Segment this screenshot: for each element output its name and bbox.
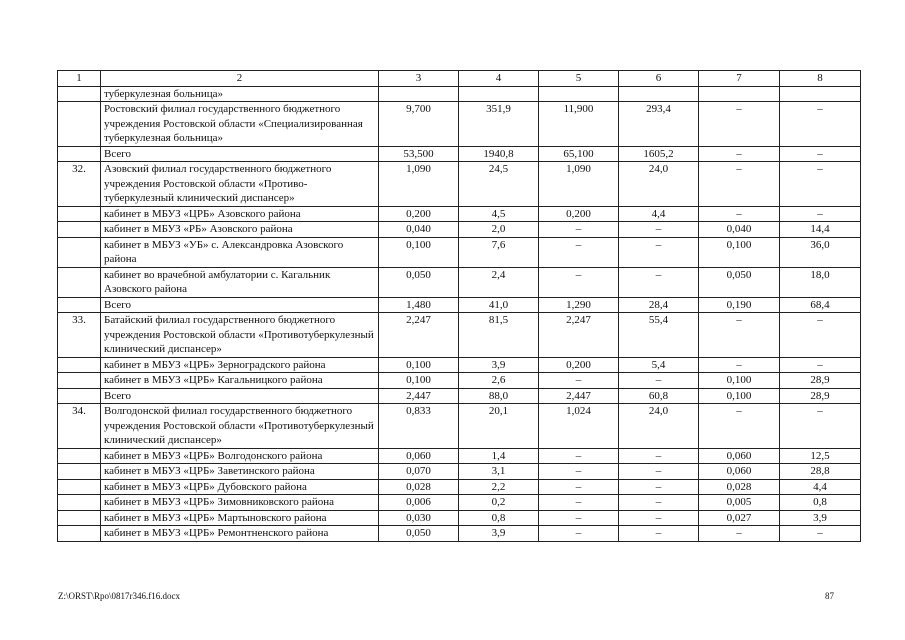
value-cell: 11,900 — [539, 102, 619, 147]
value-cell: – — [780, 404, 861, 449]
table-row — [58, 162, 861, 207]
value-cell: – — [539, 495, 619, 511]
value-cell: 0,8 — [459, 510, 539, 526]
value-cell: 0,100 — [699, 373, 780, 389]
row-number-cell — [58, 237, 101, 267]
row-number-cell — [58, 357, 101, 373]
value-cell: 7,6 — [459, 237, 539, 267]
table-row — [58, 297, 861, 313]
value-cell: – — [699, 162, 780, 207]
value-cell: 1,090 — [539, 162, 619, 207]
value-cell: 0,005 — [699, 495, 780, 511]
row-number-cell — [58, 464, 101, 480]
value-cell: 0,100 — [379, 357, 459, 373]
row-name-cell: кабинет в МБУЗ «ЦРБ» Волгодонского района — [101, 448, 379, 464]
value-cell: 0,027 — [699, 510, 780, 526]
row-name-cell: кабинет в МБУЗ «ЦРБ» Ремонтненского района — [101, 526, 379, 542]
value-cell: – — [699, 313, 780, 358]
table-row — [58, 526, 861, 542]
value-cell: – — [619, 267, 699, 297]
value-cell: 2,2 — [459, 479, 539, 495]
row-name-cell: Всего — [101, 146, 379, 162]
value-cell: – — [539, 448, 619, 464]
table-row — [58, 267, 861, 297]
value-cell: – — [619, 495, 699, 511]
table-row — [58, 86, 861, 102]
row-number-cell: 33. — [58, 313, 101, 358]
value-cell — [459, 86, 539, 102]
value-cell: 0,040 — [699, 222, 780, 238]
table-header-row — [58, 71, 861, 87]
row-name-cell: туберкулезная больница» — [101, 86, 379, 102]
value-cell: – — [539, 222, 619, 238]
value-cell: 0,006 — [379, 495, 459, 511]
value-cell — [619, 86, 699, 102]
row-name-cell: Всего — [101, 297, 379, 313]
value-cell: 55,4 — [619, 313, 699, 358]
value-cell: – — [539, 237, 619, 267]
value-cell: 18,0 — [780, 267, 861, 297]
value-cell: 1,024 — [539, 404, 619, 449]
value-cell: 3,9 — [780, 510, 861, 526]
row-number-cell: 32. — [58, 162, 101, 207]
value-cell: 0,2 — [459, 495, 539, 511]
value-cell: 60,8 — [619, 388, 699, 404]
row-number-cell — [58, 448, 101, 464]
value-cell: 0,060 — [379, 448, 459, 464]
value-cell: 0,030 — [379, 510, 459, 526]
table-row — [58, 479, 861, 495]
value-cell: 2,447 — [379, 388, 459, 404]
value-cell: – — [539, 464, 619, 480]
value-cell — [539, 86, 619, 102]
value-cell: 2,4 — [459, 267, 539, 297]
value-cell: 28,4 — [619, 297, 699, 313]
value-cell: – — [780, 526, 861, 542]
row-name-cell: Батайский филиал государственного бюджетного учреждения Ростовской области «Противотуберкулезный клинический диспансер» — [101, 313, 379, 358]
value-cell: 0,100 — [379, 373, 459, 389]
value-cell: 28,8 — [780, 464, 861, 480]
value-cell: 24,5 — [459, 162, 539, 207]
value-cell: 81,5 — [459, 313, 539, 358]
row-name-cell: кабинет в МБУЗ «ЦРБ» Азовского района — [101, 206, 379, 222]
value-cell: 0,060 — [699, 464, 780, 480]
header-cell: 2 — [101, 71, 379, 87]
value-cell: 65,100 — [539, 146, 619, 162]
value-cell: 0,050 — [699, 267, 780, 297]
value-cell: 2,247 — [539, 313, 619, 358]
row-number-cell: 34. — [58, 404, 101, 449]
header-cell: 6 — [619, 71, 699, 87]
value-cell: 0,100 — [699, 388, 780, 404]
header-cell: 1 — [58, 71, 101, 87]
value-cell: 68,4 — [780, 297, 861, 313]
value-cell: 0,028 — [379, 479, 459, 495]
table-row — [58, 222, 861, 238]
row-name-cell: кабинет в МБУЗ «УБ» с. Александровка Азовского района — [101, 237, 379, 267]
value-cell: 0,200 — [539, 206, 619, 222]
value-cell: 14,4 — [780, 222, 861, 238]
value-cell: 1940,8 — [459, 146, 539, 162]
value-cell: 1605,2 — [619, 146, 699, 162]
value-cell: 293,4 — [619, 102, 699, 147]
header-cell: 3 — [379, 71, 459, 87]
table-row — [58, 146, 861, 162]
value-cell: – — [699, 102, 780, 147]
row-name-cell: кабинет во врачебной амбулатории с. Кагальник Азовского района — [101, 267, 379, 297]
value-cell: 0,028 — [699, 479, 780, 495]
row-number-cell — [58, 510, 101, 526]
value-cell: 4,4 — [619, 206, 699, 222]
value-cell: 4,5 — [459, 206, 539, 222]
value-cell: 2,6 — [459, 373, 539, 389]
row-number-cell — [58, 146, 101, 162]
header-cell: 8 — [780, 71, 861, 87]
value-cell: – — [780, 313, 861, 358]
value-cell: – — [539, 373, 619, 389]
value-cell: 1,290 — [539, 297, 619, 313]
value-cell: – — [619, 464, 699, 480]
value-cell: 1,090 — [379, 162, 459, 207]
table-row — [58, 510, 861, 526]
value-cell: 0,200 — [539, 357, 619, 373]
value-cell — [780, 86, 861, 102]
value-cell: – — [619, 373, 699, 389]
value-cell: 9,700 — [379, 102, 459, 147]
row-name-cell: кабинет в МБУЗ «ЦРБ» Зерноградского района — [101, 357, 379, 373]
table-row — [58, 206, 861, 222]
header-cell: 7 — [699, 71, 780, 87]
value-cell: – — [780, 102, 861, 147]
value-cell: 3,1 — [459, 464, 539, 480]
value-cell: 1,480 — [379, 297, 459, 313]
value-cell: 0,050 — [379, 526, 459, 542]
row-number-cell — [58, 86, 101, 102]
table-row — [58, 404, 861, 449]
value-cell: 24,0 — [619, 404, 699, 449]
value-cell: – — [539, 479, 619, 495]
value-cell: – — [780, 206, 861, 222]
value-cell: – — [780, 162, 861, 207]
row-name-cell: Азовский филиал государственного бюджетного учреждения Ростовской области «Противо-туберкулезный клинический диспансер» — [101, 162, 379, 207]
header-cell: 5 — [539, 71, 619, 87]
header-cell: 4 — [459, 71, 539, 87]
value-cell — [699, 86, 780, 102]
value-cell — [379, 86, 459, 102]
row-number-cell — [58, 526, 101, 542]
value-cell: 1,4 — [459, 448, 539, 464]
row-number-cell — [58, 297, 101, 313]
value-cell: 2,0 — [459, 222, 539, 238]
table-row — [58, 102, 861, 147]
row-name-cell: кабинет в МБУЗ «ЦРБ» Зимовниковского района — [101, 495, 379, 511]
value-cell: 12,5 — [780, 448, 861, 464]
value-cell: 88,0 — [459, 388, 539, 404]
value-cell: 2,247 — [379, 313, 459, 358]
row-number-cell — [58, 388, 101, 404]
row-name-cell: Волгодонской филиал государственного бюджетного учреждения Ростовской области «Противотуберкулезный клинический диспансер» — [101, 404, 379, 449]
table-row — [58, 357, 861, 373]
row-number-cell — [58, 222, 101, 238]
value-cell: 24,0 — [619, 162, 699, 207]
value-cell: – — [539, 526, 619, 542]
value-cell: 36,0 — [780, 237, 861, 267]
table-row — [58, 313, 861, 358]
table-row — [58, 373, 861, 389]
value-cell: – — [619, 237, 699, 267]
table-row — [58, 237, 861, 267]
table-row — [58, 495, 861, 511]
row-name-cell: кабинет в МБУЗ «ЦРБ» Кагальницкого района — [101, 373, 379, 389]
value-cell: 41,0 — [459, 297, 539, 313]
row-name-cell: кабинет в МБУЗ «ЦРБ» Дубовского района — [101, 479, 379, 495]
value-cell: 0,100 — [699, 237, 780, 267]
row-number-cell — [58, 267, 101, 297]
value-cell: 4,4 — [780, 479, 861, 495]
value-cell: – — [619, 526, 699, 542]
row-name-cell: кабинет в МБУЗ «ЦРБ» Мартыновского района — [101, 510, 379, 526]
footer-file-path: Z:\ORST\Rpo\0817r346.f16.docx — [58, 591, 180, 601]
row-name-cell: кабинет в МБУЗ «ЦРБ» Заветинского района — [101, 464, 379, 480]
value-cell: – — [699, 206, 780, 222]
value-cell: – — [619, 479, 699, 495]
value-cell: 53,500 — [379, 146, 459, 162]
row-number-cell — [58, 102, 101, 147]
value-cell: 28,9 — [780, 388, 861, 404]
row-name-cell: кабинет в МБУЗ «РБ» Азовского района — [101, 222, 379, 238]
value-cell: – — [699, 526, 780, 542]
value-cell: 3,9 — [459, 526, 539, 542]
value-cell: 3,9 — [459, 357, 539, 373]
row-number-cell — [58, 206, 101, 222]
value-cell: 0,200 — [379, 206, 459, 222]
value-cell: – — [619, 222, 699, 238]
row-name-cell: Всего — [101, 388, 379, 404]
value-cell: 0,050 — [379, 267, 459, 297]
value-cell: 351,9 — [459, 102, 539, 147]
value-cell: 0,8 — [780, 495, 861, 511]
page-number: 87 — [825, 591, 834, 601]
value-cell: – — [539, 510, 619, 526]
value-cell: 5,4 — [619, 357, 699, 373]
row-number-cell — [58, 373, 101, 389]
table-row — [58, 448, 861, 464]
value-cell: 0,070 — [379, 464, 459, 480]
row-number-cell — [58, 479, 101, 495]
value-cell: – — [619, 510, 699, 526]
value-cell: – — [780, 146, 861, 162]
value-cell: 28,9 — [780, 373, 861, 389]
value-cell: 2,447 — [539, 388, 619, 404]
value-cell: 0,833 — [379, 404, 459, 449]
row-number-cell — [58, 495, 101, 511]
value-cell: 0,190 — [699, 297, 780, 313]
value-cell: – — [699, 357, 780, 373]
value-cell: 0,100 — [379, 237, 459, 267]
value-cell: 0,060 — [699, 448, 780, 464]
value-cell: – — [619, 448, 699, 464]
value-cell: – — [780, 357, 861, 373]
row-name-cell: Ростовский филиал государственного бюджетного учреждения Ростовской области «Специализированная туберкулезная больница» — [101, 102, 379, 147]
table-row — [58, 388, 861, 404]
value-cell: – — [699, 404, 780, 449]
value-cell: – — [539, 267, 619, 297]
value-cell: 20,1 — [459, 404, 539, 449]
value-cell: 0,040 — [379, 222, 459, 238]
data-table — [57, 70, 861, 542]
value-cell: – — [699, 146, 780, 162]
table-row — [58, 464, 861, 480]
